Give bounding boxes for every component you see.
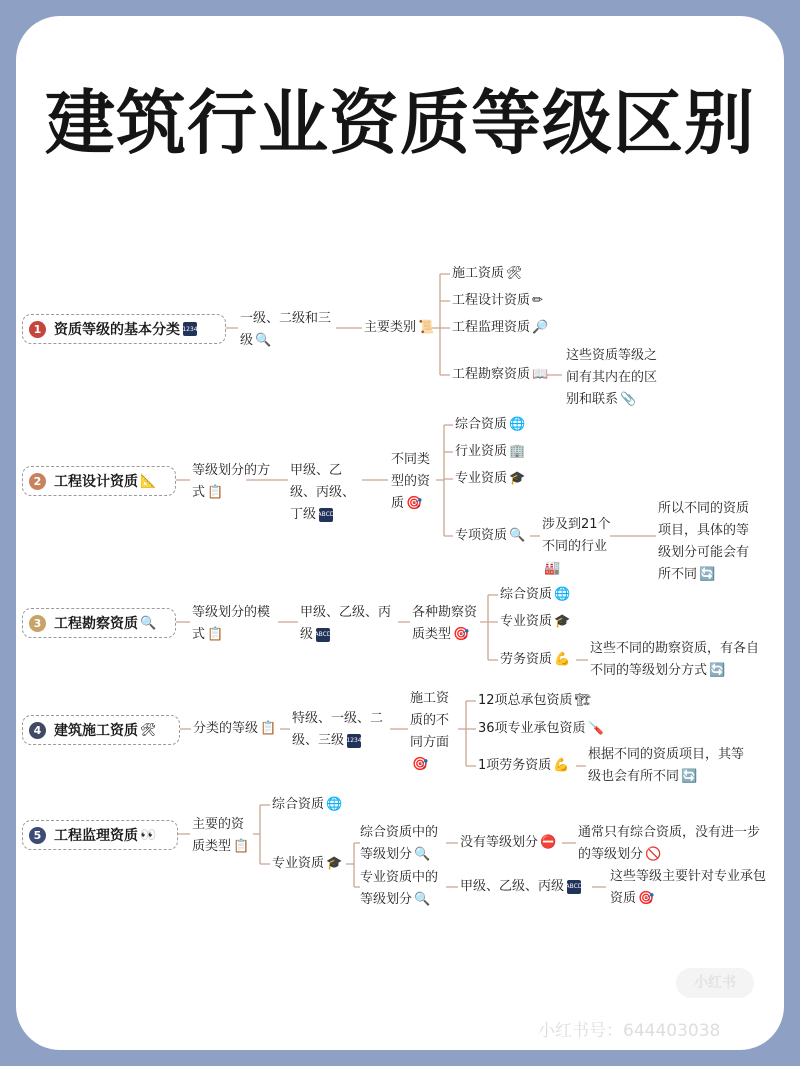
scroll-icon: 📜: [418, 320, 435, 335]
cycle-icon: 🔄: [681, 769, 698, 784]
s1-main-category: 主要类别 📜: [364, 320, 435, 335]
target-icon: 🎯: [406, 496, 423, 511]
s5-item-professional: 专业资质 🎓: [272, 856, 343, 871]
globe-grid-icon: 🌐: [509, 417, 526, 432]
section-5-title: 工程监理资质: [54, 828, 138, 844]
s5-no-grade: 没有等级划分 ⛔: [460, 835, 557, 850]
target-icon: 🎯: [412, 757, 429, 772]
s2-note: 所以不同的资质项目，具体的等级划分可能会有所不同 🔄: [658, 501, 750, 582]
magnifier-icon: 🔍: [414, 847, 431, 862]
s4-aspects: 施工资质的不同方面🎯: [410, 691, 450, 772]
s4-levels: 特级、一级、二级、三级 1234: [292, 711, 384, 748]
s4-note: 根据不同的资质项目，其等级也会有所不同 🔄: [588, 747, 745, 784]
section-1-title: 资质等级的基本分类: [54, 322, 180, 338]
construction-icon: 🏗: [574, 693, 592, 708]
magnifier-icon: 🔍: [414, 892, 431, 907]
section-2-title: 工程设计资质: [54, 474, 138, 490]
target-icon: 🎯: [638, 891, 655, 906]
s2-involve: 涉及到21个不同的行业🏭: [542, 517, 611, 576]
magnifier-icon: 🔍: [140, 615, 157, 631]
graduation-cap-icon: 🎓: [554, 614, 571, 629]
magnifier-icon: 🔎: [532, 320, 549, 335]
no-entry-icon: ⛔: [540, 835, 557, 850]
clipboard-icon: 📋: [207, 627, 224, 642]
book-icon: 📖: [532, 367, 549, 382]
section-3-root: [22, 608, 176, 638]
s5-comp-note: 通常只有综合资质，没有进一步的等级划分 🚫: [578, 825, 761, 862]
screwdriver-icon: 🪛: [587, 721, 604, 736]
s5-prof-grade: 专业资质中的等级划分 🔍: [360, 870, 439, 907]
s4-item-specialty: 36项专业承包资质 🪛: [478, 721, 604, 736]
target-icon: 🎯: [453, 627, 470, 642]
prohibited-icon: 🚫: [645, 847, 662, 862]
clipboard-icon: 📋: [233, 839, 250, 854]
graduation-cap-icon: 🎓: [326, 856, 343, 871]
s3-note: 这些不同的勘察资质，有各自不同的等级划分方式 🔄: [590, 641, 760, 678]
section-3-title: 工程勘察资质: [54, 616, 138, 632]
section-4-number: 4: [29, 722, 46, 739]
magnifier-icon: 🔍: [255, 333, 272, 348]
cycle-icon: 🔄: [699, 567, 716, 582]
paperclip-icon: 📎: [620, 392, 637, 407]
s3-item-labor: 劳务资质 💪: [500, 652, 571, 667]
numbers-icon: 1234: [183, 322, 197, 336]
s3-item-comprehensive: 综合资质 🌐: [500, 587, 571, 602]
section-4-title: 建筑施工资质: [54, 723, 138, 739]
section-2-root: [22, 466, 176, 496]
section-5-root: [22, 820, 178, 850]
s5-item-comprehensive: 综合资质 🌐: [272, 797, 343, 812]
s4-item-general: 12项总承包资质 🏗: [478, 693, 592, 708]
page-title: 建筑行业资质等级区别: [45, 82, 755, 164]
cycle-icon: 🔄: [709, 663, 726, 678]
s1-note: 这些资质等级之间有其内在的区别和联系 📎: [566, 348, 658, 407]
s3-types: 各种勘察资质类型 🎯: [412, 605, 478, 642]
s4-method: 分类的等级 📋: [193, 721, 277, 736]
abcd-icon: ABCD: [319, 508, 333, 522]
graduation-cap-icon: 🎓: [509, 471, 526, 486]
s3-levels: 甲级、乙级、丙级 ABCD: [300, 605, 392, 642]
globe-grid-icon: 🌐: [554, 587, 571, 602]
s1-item-survey: 工程勘察资质 📖: [452, 367, 549, 382]
s2-levels: 甲级、乙级、丙级、丁级 ABCD: [290, 463, 356, 522]
clipboard-icon: 📋: [260, 721, 277, 736]
s1-level: 一级、二级和三级 🔍: [240, 311, 332, 348]
s2-types: 不同类型的资质 🎯: [391, 452, 431, 511]
pencil-icon: ✏: [532, 293, 543, 308]
section-1-number: 1: [29, 321, 46, 338]
building-icon: 🏢: [509, 444, 526, 459]
watermark-logo: 小红书: [676, 968, 754, 998]
factory-icon: 🏭: [544, 561, 561, 576]
section-4-root: [22, 715, 180, 745]
triangle-ruler-icon: 📐: [140, 473, 157, 489]
s5-comp-grade: 综合资质中的等级划分 🔍: [360, 825, 439, 862]
s5-types: 主要的资质类型 📋: [192, 817, 250, 854]
clipboard-icon: 📋: [207, 485, 224, 500]
section-5-number: 5: [29, 827, 46, 844]
s2-item-comprehensive: 综合资质 🌐: [455, 417, 526, 432]
hammer-wrench-icon: 🛠: [140, 722, 157, 738]
s2-item-industry: 行业资质 🏢: [455, 444, 526, 459]
numbers-icon: 1234: [347, 734, 361, 748]
globe-grid-icon: 🌐: [326, 797, 343, 812]
s1-item-design: 工程设计资质 ✏: [452, 293, 543, 308]
s5-prof-levels: 甲级、乙级、丙级 ABCD: [460, 879, 583, 894]
s2-item-special: 专项资质 🔍: [455, 528, 526, 543]
s3-method: 等级划分的模式 📋: [192, 605, 271, 642]
s3-item-professional: 专业资质 🎓: [500, 614, 571, 629]
abcd-icon: ABCD: [567, 880, 581, 894]
muscle-icon: 💪: [553, 758, 570, 773]
abcd-icon: ABCD: [316, 628, 330, 642]
s1-item-supervision: 工程监理资质 🔎: [452, 320, 549, 335]
magnifier-icon: 🔍: [509, 528, 526, 543]
s5-prof-note: 这些等级主要针对专业承包资质 🎯: [610, 869, 767, 906]
section-2-number: 2: [29, 473, 46, 490]
s2-item-professional: 专业资质 🎓: [455, 471, 526, 486]
s1-item-construction: 施工资质 🛠: [452, 266, 523, 281]
section-3-number: 3: [29, 615, 46, 632]
section-1-root: [22, 314, 226, 344]
s2-method: 等级划分的方式 📋: [192, 463, 271, 500]
muscle-icon: 💪: [554, 652, 571, 667]
hammer-wrench-icon: 🛠: [506, 266, 523, 281]
s4-item-labor: 1项劳务资质 💪: [478, 758, 570, 773]
eyes-icon: 👀: [140, 827, 157, 843]
watermark-id: 小红书号：644403038: [538, 1021, 721, 1041]
